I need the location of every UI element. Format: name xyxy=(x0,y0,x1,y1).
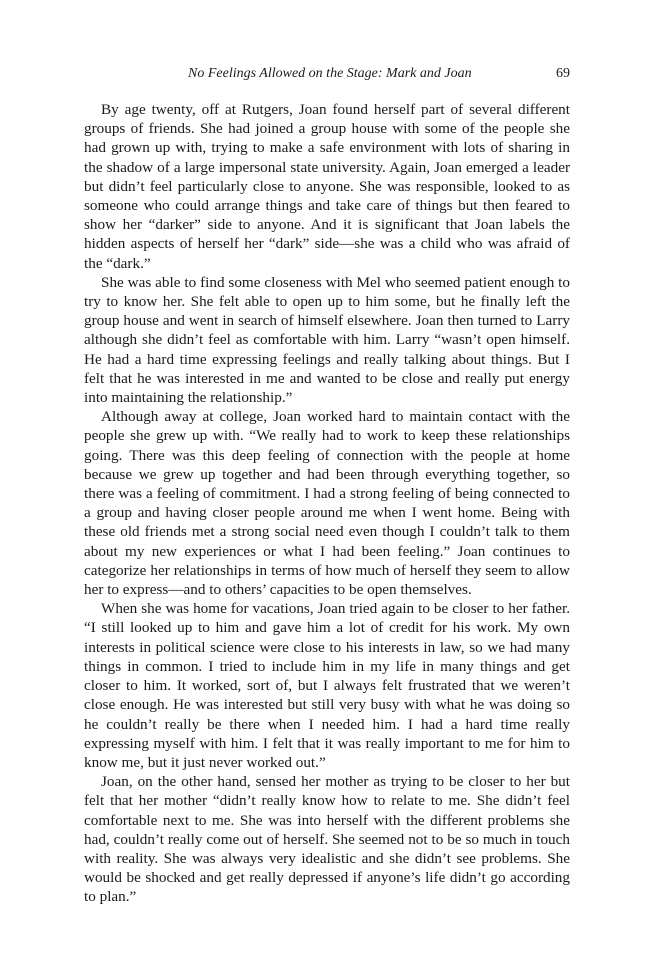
paragraph: Although away at college, Joan worked hard to maintain contact with the people she grew up with. “We really had to work to keep these relationships going. There was this deep feeling of connection with the people at home because we grew up together and had been through everything together, so there was a feeling of commitment. I had a strong feeling of being connected to a group and having closer people around me when I went home. Being with these old friends met a strong social need even though I couldn’t talk to them about my new experiences or what I had been feeling.” Joan continues to categorize her relationships in terms of how much of herself they seem to allow her to express—and to others’ capacities to be open themselves. xyxy=(84,408,570,599)
paragraph: Joan, on the other hand, sensed her mother as trying to be closer to her but felt that her mother “didn’t really know how to relate to me. She didn’t feel comfortable next to me. She was into herself with the different problems she had, couldn’t really come out of herself. She seemed not to be so much in touch with reality. She was always very idealistic and she didn’t see problems. She would be shocked and get really depressed if anyone’s life didn’t go according to plan.” xyxy=(84,773,570,906)
paragraph: By age twenty, off at Rutgers, Joan found herself part of several different groups of friends. She had joined a group house with some of the people she had grown up with, trying to make a safe environment with lots of sharing in the shadow of a large impersonal state university. Again, Joan emerged a leader but didn’t feel particularly close to anyone. She was responsible, looked to as someone who could arrange things and take care of things but then feared to show her “darker” side to anyone. And it is significant that Joan labels the hidden aspects of herself her “dark” side—she was a child who was afraid of the “dark.” xyxy=(84,101,570,272)
running-title: No Feelings Allowed on the Stage: Mark and Joan xyxy=(188,66,472,81)
paragraph: When she was home for vacations, Joan tried again to be closer to her father. “I still looked up to him and gave him a lot of credit for his work. My own interests in political science were close to his interests in law, so we had many things in common. I tried to include him in my life in many things and get closer to him. It worked, sort of, but I always felt frustrated that we weren’t close enough. He was interested but still very busy with what he was doing so he couldn’t really be there when I needed him. I had a hard time really expressing myself with him. I felt that it was really important to me for him to know me, but it just never worked out.” xyxy=(84,600,570,771)
body-text xyxy=(84,100,570,907)
running-head xyxy=(84,64,570,84)
page-number: 69 xyxy=(556,66,570,81)
paragraph: She was able to find some closeness with Mel who seemed patient enough to try to know her. She felt able to open up to him some, but he finally left the group house and went in search of himself elsewhere. Joan then turned to Larry although she didn’t feel as comfortable with him. Larry “wasn’t open himself. He had a hard time expressing feelings and really talking about things. But I felt that he was interested in me and wanted to be close and really put energy into maintaining the relationship.” xyxy=(84,273,570,407)
